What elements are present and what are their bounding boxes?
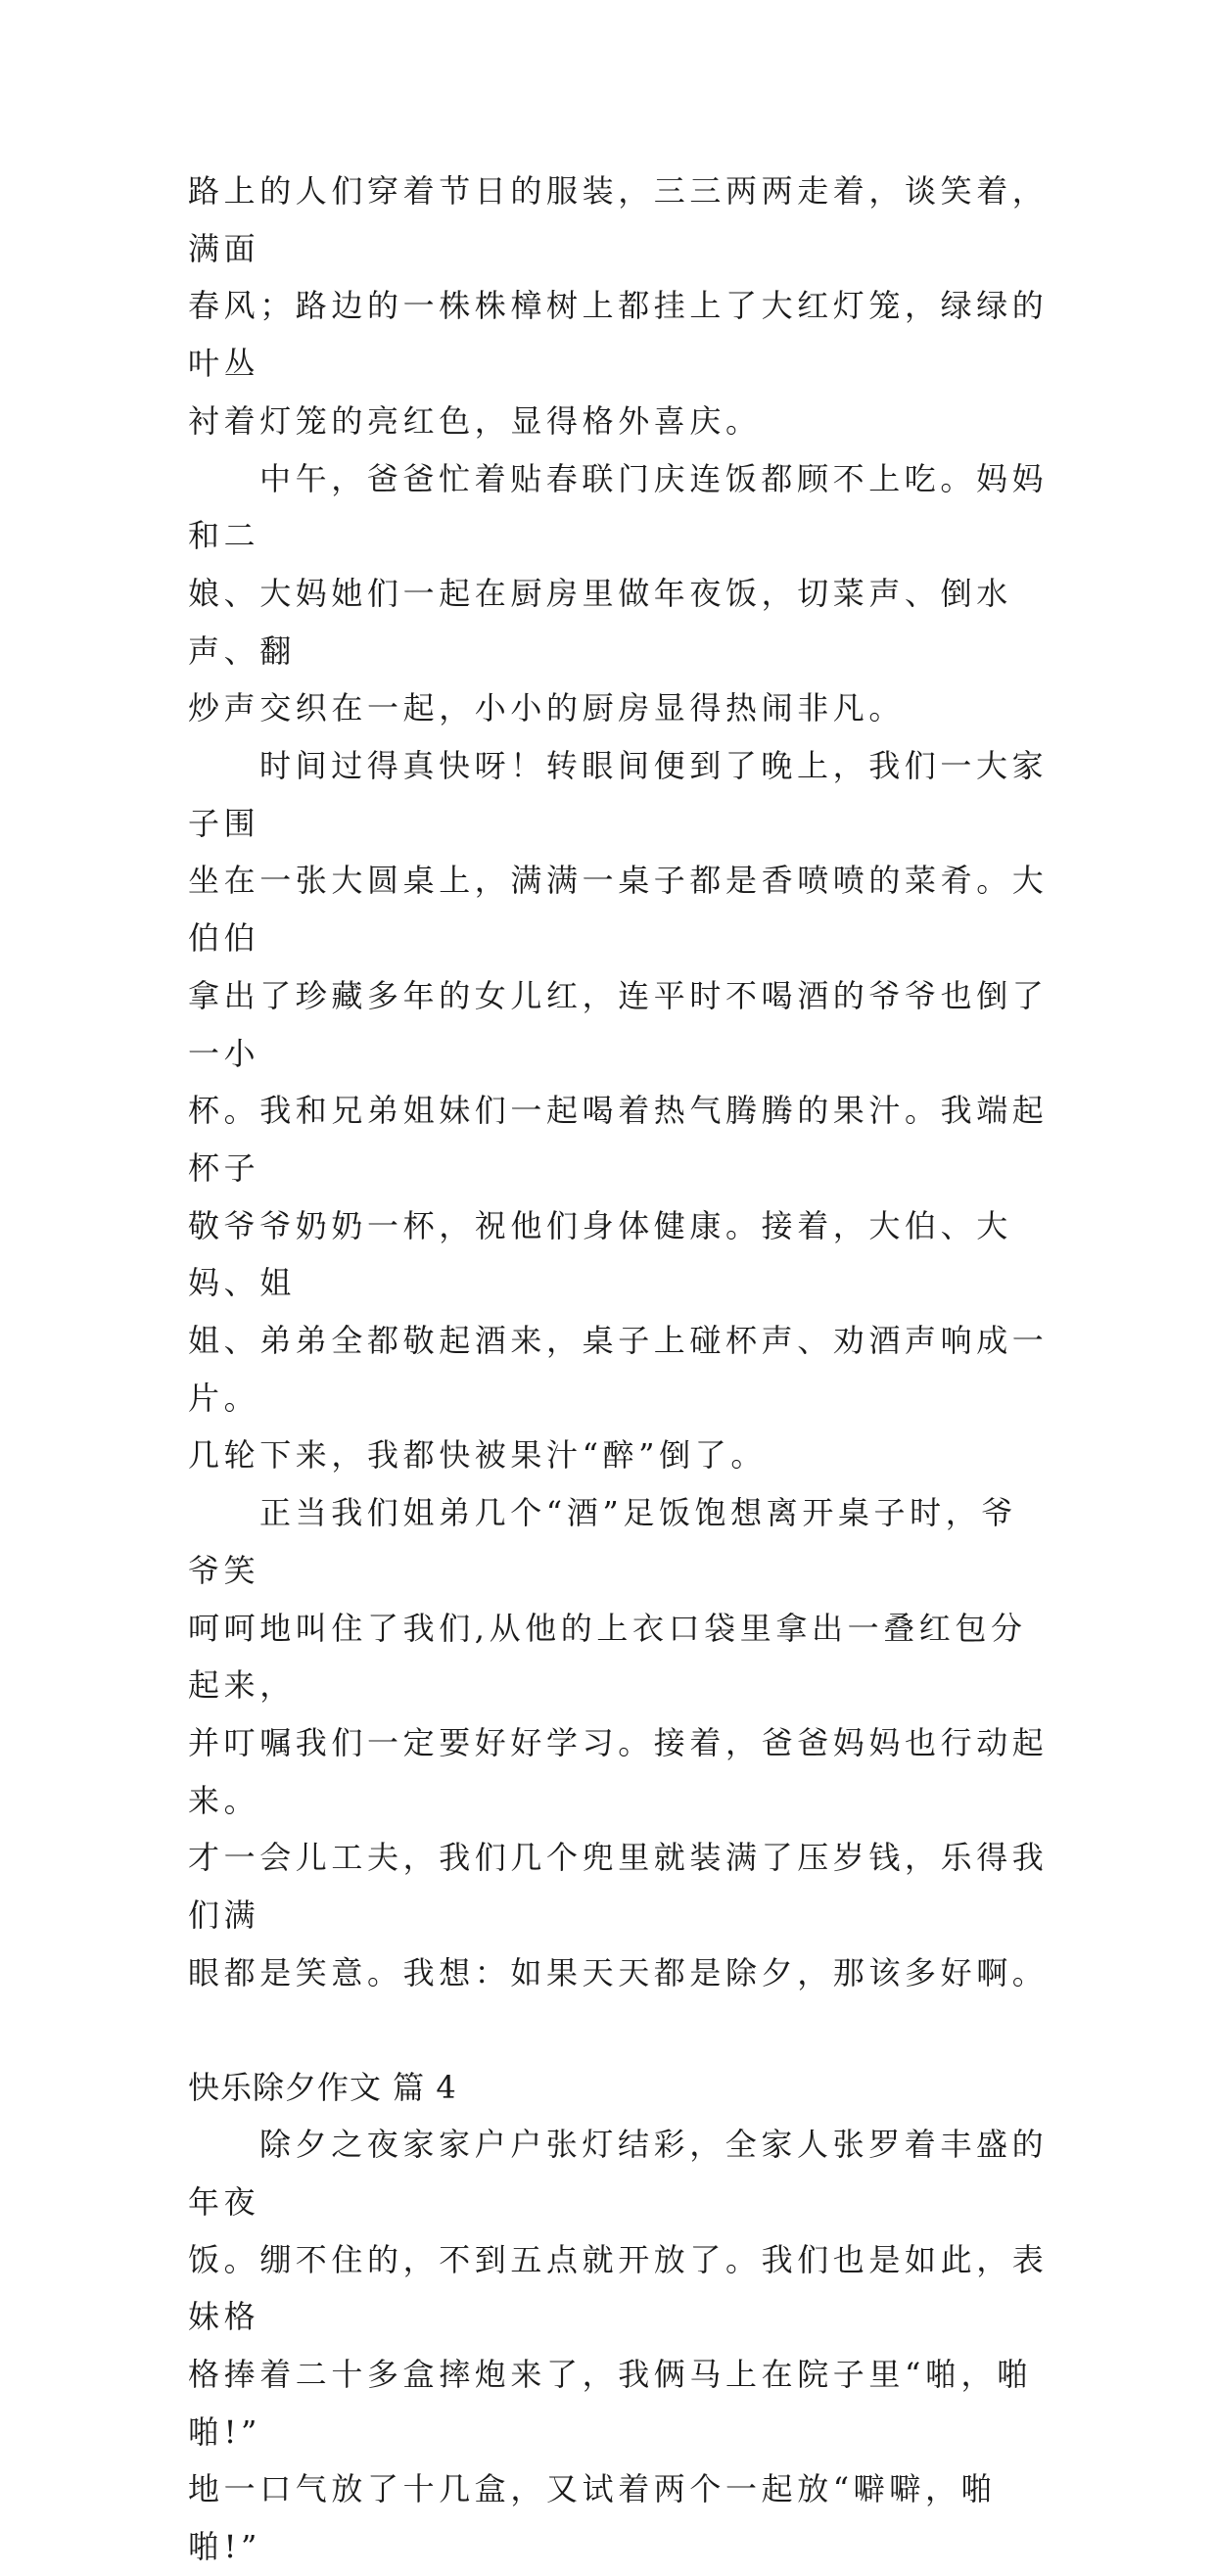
document-body xyxy=(188,163,1050,2576)
section-title: 快乐除夕作文 篇 4 xyxy=(188,2068,457,2106)
text-line: 几轮下来，我都快被果汁“醉”倒了。 xyxy=(188,1436,767,1475)
text-line: 中午，爸爸忙着贴春联门庆连饭都顾不上吃。妈妈和二 xyxy=(188,459,1049,555)
text-line: 杯。我和兄弟姐妹们一起喝着热气腾腾的果汁。我端起杯子 xyxy=(188,1092,1049,1187)
section-spacer xyxy=(188,2002,1050,2059)
paragraph-family-dinner xyxy=(188,737,1050,1484)
paragraph-noon-cooking xyxy=(188,450,1050,738)
paragraph-firecrackers xyxy=(188,2116,1050,2576)
text-line: 春风；路边的一株株樟树上都挂上了大红灯笼，绿绿的叶丛 xyxy=(188,287,1049,383)
text-line: 格捧着二十多盒摔炮来了，我俩马上在院子里“啪，啪啪!” xyxy=(188,2356,1033,2451)
text-line: 眼都是笑意。我想：如果天天都是除夕，那该多好啊。 xyxy=(188,1953,1049,1991)
paragraph-red-envelopes xyxy=(188,1484,1050,2001)
text-line: 坐在一张大圆桌上，满满一桌子都是香喷喷的菜肴。大伯伯 xyxy=(188,862,1049,958)
text-line: 呵呵地叫住了我们,从他的上衣口袋里拿出一叠红包分起来， xyxy=(188,1609,1027,1705)
text-line: 饭。绷不住的，不到五点就开放了。我们也是如此，表妹格 xyxy=(188,2240,1049,2336)
text-line: 敬爷爷奶奶一杯，祝他们身体健康。接着，大伯、大妈、姐 xyxy=(188,1206,1012,1302)
text-line: 炒声交织在一起，小小的厨房显得热闹非凡。 xyxy=(188,689,906,727)
text-line: 姐、弟弟全都敬起酒来，桌子上碰杯声、劝酒声响成一片。 xyxy=(188,1322,1049,1417)
paragraph-street-scene xyxy=(188,163,1050,450)
text-line: 时间过得真快呀！转眼间便到了晚上，我们一大家子围 xyxy=(188,747,1049,842)
text-line: 拿出了珍藏多年的女儿红，连平时不喝酒的爷爷也倒了一小 xyxy=(188,976,1049,1072)
text-line: 娘、大妈她们一起在厨房里做年夜饭，切菜声、倒水声、翻 xyxy=(188,574,1012,670)
text-line: 衬着灯笼的亮红色，显得格外喜庆。 xyxy=(188,401,762,440)
text-line: 路上的人们穿着节日的服装，三三两两走着，谈笑着，满面 xyxy=(188,172,1049,267)
text-line: 并叮嘱我们一定要好好学习。接着，爸爸妈妈也行动起来。 xyxy=(188,1723,1049,1819)
text-line: 正当我们姐弟几个“酒”足饭饱想离开桌子时，爷爷笑 xyxy=(188,1494,1017,1589)
text-line: 才一会儿工夫，我们几个兜里就装满了压岁钱，乐得我们满 xyxy=(188,1839,1049,1935)
text-line: 除夕之夜家家户户张灯结彩，全家人张罗着丰盛的年夜 xyxy=(188,2126,1049,2221)
text-line: 地一口气放了十几盒，又试着两个一起放“噼噼，啪啪!” xyxy=(188,2470,998,2566)
